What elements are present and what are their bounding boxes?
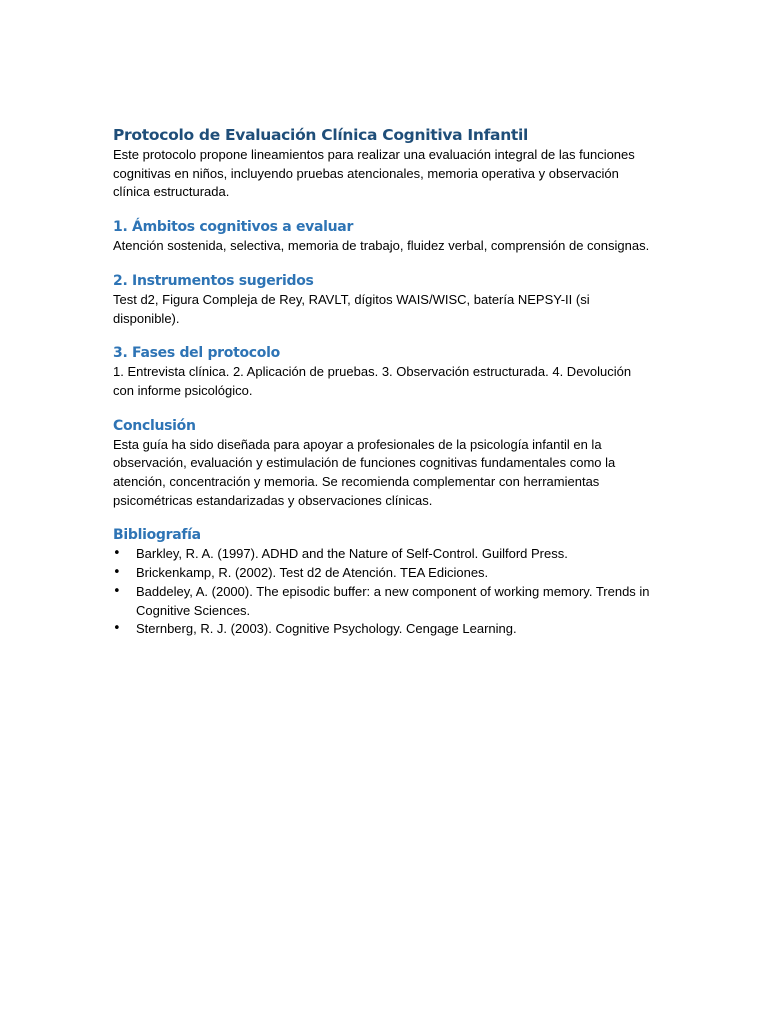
bibliography-item-text: Baddeley, A. (2000). The episodic buffer: a new component of working memory. Trends in Cognitive Sciences. [136, 583, 650, 618]
section-body-fases: 1. Entrevista clínica. 2. Aplicación de pruebas. 3. Observación estructurada. 4. Devolución con informe psicológico. [113, 364, 632, 398]
bibliography-item-text: Barkley, R. A. (1997). ADHD and the Nature of Self-Control. Guilford Press. [136, 546, 568, 562]
bibliography-item [113, 564, 653, 583]
intro-paragraph: Este protocolo propone lineamientos para realizar una evaluación integral de las funciones cognitivas en niños, incluyendo pruebas atencionales, memoria operativa y observación clínica estructurada. [113, 147, 635, 200]
bullet-icon: • [113, 621, 121, 637]
section-heading-conclusion: Conclusión [113, 417, 196, 434]
bibliography-item [113, 545, 653, 564]
bibliography-heading: Bibliografía [113, 527, 201, 544]
bullet-icon: • [113, 565, 121, 581]
section-body-conclusion: Esta guía ha sido diseñada para apoyar a profesionales de la psicología infantil en la observación, evaluación y estimulación de funciones cognitivas fundamentales como la atención, concentración y memoria. Se recomienda complementar con herramientas psicométricas estandarizadas y observaciones clínicas. [113, 436, 616, 508]
bibliography-list [113, 545, 653, 639]
section-body-ambitos: Atención sostenida, selectiva, memoria de trabajo, fluidez verbal, comprensión de consignas. [113, 238, 650, 254]
section-heading-fases: 3. Fases del protocolo [113, 345, 280, 362]
bibliography-item-text: Sternberg, R. J. (2003). Cognitive Psychology. Cengage Learning. [136, 621, 517, 637]
bullet-icon: • [113, 583, 121, 599]
bibliography-item [113, 620, 653, 639]
bibliography-item [113, 583, 653, 620]
section-heading-instrumentos: 2. Instrumentos sugeridos [113, 272, 314, 289]
section-body-instrumentos: Test d2, Figura Compleja de Rey, RAVLT, dígitos WAIS/WISC, batería NEPSY-II (si disponible). [113, 291, 590, 326]
document-page [113, 124, 653, 639]
section-heading-ambitos: 1. Ámbitos cognitivos a evaluar [113, 219, 354, 236]
bullet-icon: • [113, 546, 121, 562]
bibliography-item-text: Brickenkamp, R. (2002). Test d2 de Atención. TEA Ediciones. [136, 565, 489, 581]
document-title: Protocolo de Evaluación Clínica Cognitiva Infantil [113, 126, 529, 144]
